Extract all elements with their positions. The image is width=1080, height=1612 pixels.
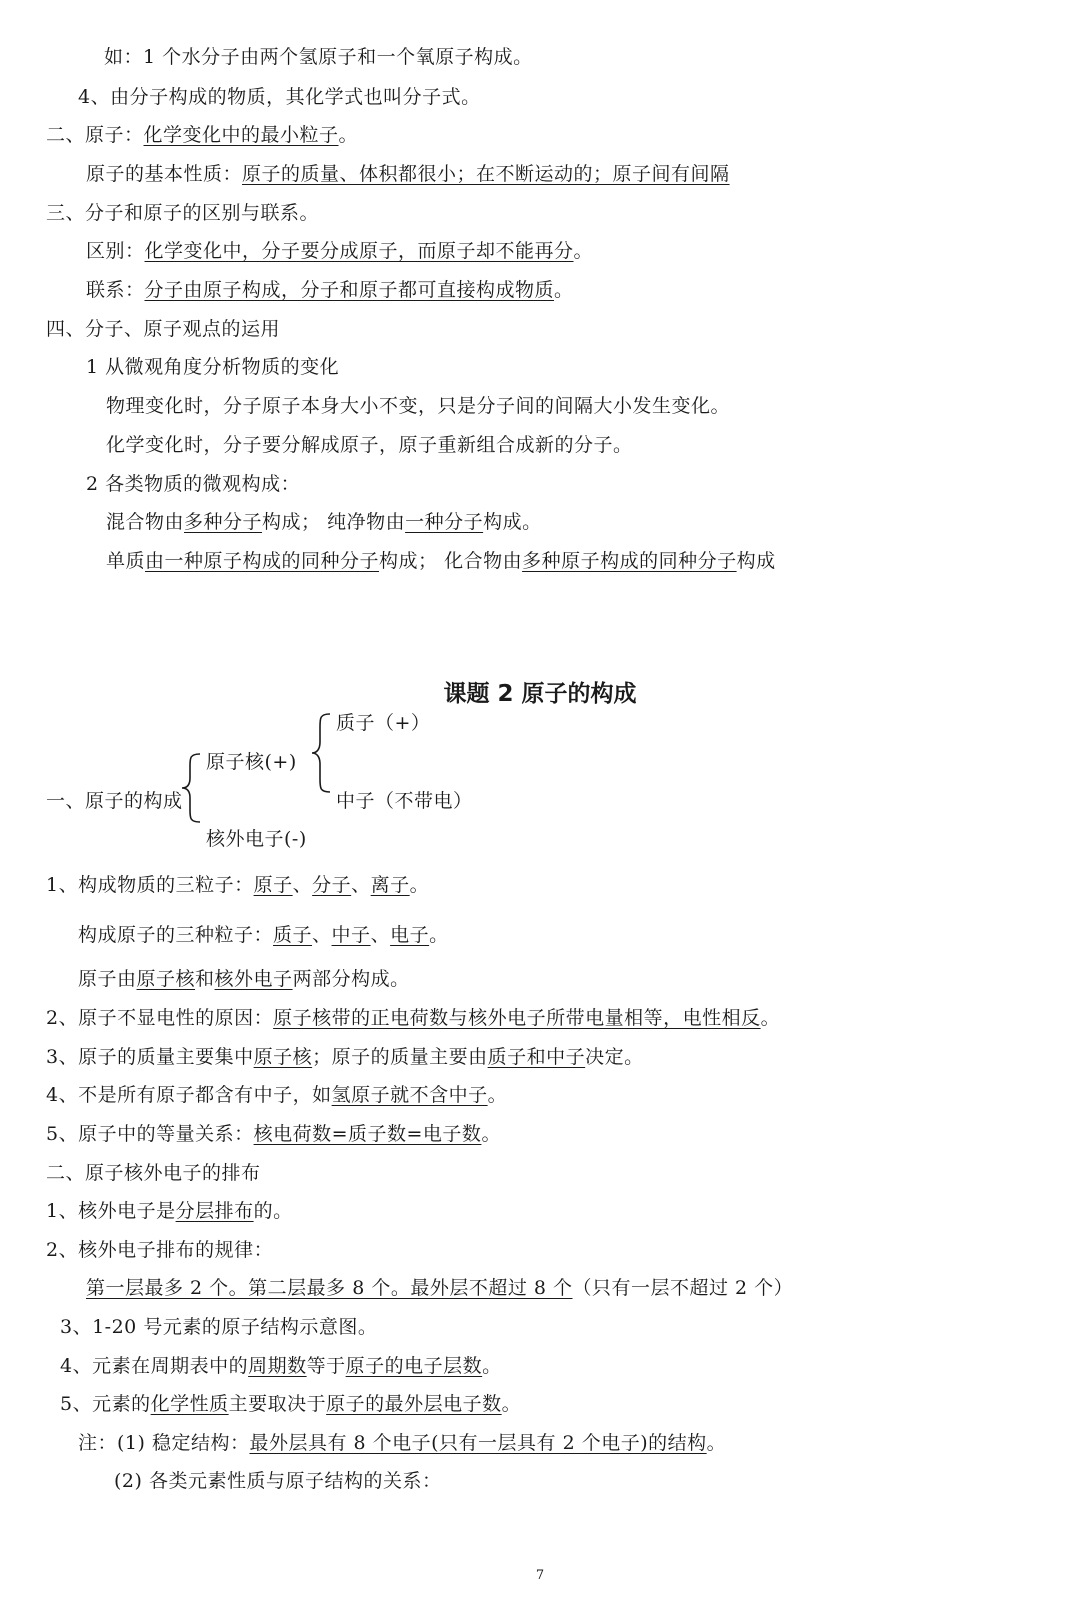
note-line [46,872,429,898]
line-text: 1 从微观角度分析物质的变化 [86,356,340,378]
note-line [114,1468,441,1494]
line-text: 决定。 [585,1046,644,1068]
line-text: 构成原子的三种粒子： [78,924,274,946]
note-line [46,1082,507,1108]
line-text: 2、原子不显电性的原因： [46,1007,274,1029]
underlined-answer: 电子 [390,924,430,946]
underlined-answer: 一种分子 [405,511,484,533]
note-line [86,238,593,264]
note-line [86,354,339,380]
underlined-answer: 原子的质量、体积都很小；在不断运动的；原子间有间隔 [242,163,730,185]
line-text: 两部分构成。 [292,968,410,990]
line-text: 二、原子核外电子的排布 [46,1162,261,1184]
line-text: 、 [292,874,313,896]
note-line [78,966,410,992]
line-text: 4、元素在周期表中的 [60,1355,249,1377]
page-number: 7 [535,1568,545,1583]
line-text: 。 [487,1084,508,1106]
underlined-answer: 原子核 [136,968,196,990]
underlined-answer: 质子和中子 [487,1046,586,1068]
note-line [60,1391,521,1417]
outer-brace [180,752,204,824]
line-text: 区别： [86,240,145,262]
line-text: 2 各类物质的微观构成： [86,473,301,495]
note-line [46,200,319,226]
note-line [46,1121,501,1147]
line-text: 注：(1) 稳定结构： [78,1432,250,1454]
line-text: 4、由分子构成的物质，其化学式也叫分子式。 [78,86,481,108]
line-text: 、 [370,924,391,946]
underlined-answer: 最外层具有 8 个电子(只有一层具有 2 个电子)的结构 [249,1432,707,1454]
line-text: 主要取决于 [228,1393,327,1415]
underlined-answer: 原子核带的正电荷数与核外电子所带电量相等，电性相反 [273,1007,761,1029]
diagram-nucleus-label: 原子核(+) [206,751,297,773]
note-line [46,1044,644,1070]
underlined-answer: 多种分子 [184,511,263,533]
note-line [86,277,574,303]
note-line [106,393,730,419]
note-line [106,509,542,535]
underlined-answer: 分层排布 [175,1200,254,1222]
line-text: 原子由 [78,968,137,990]
note-line [104,44,533,70]
line-text: 联系： [86,279,145,301]
underlined-answer: 原子核 [253,1046,313,1068]
line-text: 的。 [253,1200,293,1222]
underlined-answer: 质子 [273,924,313,946]
underlined-answer: 分子由原子构成，分子和原子都可直接构成物质 [144,279,555,301]
underlined-answer: 原子的最外层电子数 [326,1393,502,1415]
note-line [86,161,730,187]
line-text: 物理变化时，分子原子本身大小不变，只是分子间的间隔大小发生变化。 [106,395,731,417]
line-text: 构成 [736,550,776,572]
line-text: 、 [351,874,371,896]
line-text: 混合物由 [106,511,185,533]
note-line [46,1005,780,1031]
underlined-answer: 中子 [331,924,371,946]
underlined-answer: 原子 [253,874,293,896]
line-text: 原子的基本性质： [86,163,243,185]
line-text: （只有一层不超过 2 个） [572,1277,794,1299]
line-text: 。 [501,1393,522,1415]
line-text: 3、原子的质量主要集中 [46,1046,254,1068]
line-text: 3、1-20 号元素的原子结构示意图。 [60,1316,378,1338]
line-text: 构成。 [483,511,542,533]
line-text: 和 [195,968,215,990]
line-text: 1、核外电子是 [46,1200,176,1222]
line-text: 构成； 纯净物由 [262,511,406,533]
line-text: 等于 [306,1355,346,1377]
note-line [46,1237,273,1263]
note-line [78,922,449,948]
line-text: ；原子的质量主要由 [312,1046,488,1068]
line-text: 。 [554,279,574,301]
underlined-answer: 氢原子就不含中子 [331,1084,488,1106]
note-line [86,1275,793,1301]
underlined-answer: 由一种原子构成的同种分子 [145,550,380,572]
line-text: 如：1 个水分子由两个氢原子和一个氧原子构成。 [104,46,533,68]
underlined-answer: 周期数 [248,1355,307,1377]
note-line [78,1430,726,1456]
underlined-answer: 化学性质 [150,1393,229,1415]
line-text: 。 [481,1123,501,1145]
note-line [46,1198,293,1224]
underlined-answer: 多种原子构成的同种分子 [522,550,737,572]
section-title: 课题 2 原子的构成 [443,681,637,707]
line-text: 5、原子中的等量关系： [46,1123,254,1145]
line-text: 、 [312,924,332,946]
note-line [46,122,358,148]
line-text: 2、核外电子排布的规律： [46,1239,274,1261]
line-text: 构成； 化合物由 [379,550,523,572]
note-line [60,1353,502,1379]
inner-brace [310,712,334,794]
line-text: 。 [760,1007,781,1029]
note-line [46,316,280,342]
underlined-answer: 核电荷数=质子数=电子数 [253,1123,482,1145]
line-text: 四、分子、原子观点的运用 [46,318,281,340]
note-line [60,1314,377,1340]
line-text: 1、构成物质的三粒子： [46,874,254,896]
line-text: (2) 各类元素性质与原子结构的关系： [114,1470,442,1492]
line-text: 化学变化时，分子要分解成原子，原子重新组合成新的分子。 [106,434,633,456]
note-line [78,84,481,110]
underlined-answer: 分子 [312,874,352,896]
note-line [106,432,633,458]
underlined-answer: 核外电子 [214,968,293,990]
line-text: 。 [706,1432,727,1454]
line-text: 5、元素的 [60,1393,151,1415]
note-line [106,548,776,574]
line-text: 。 [338,124,359,146]
underlined-answer: 第一层最多 2 个。第二层最多 8 个。最外层不超过 8 个 [86,1277,573,1299]
diagram-electrons-label: 核外电子(-) [206,828,307,850]
diagram-neutron-label: 中子（不带电） [336,790,473,812]
line-text: 。 [482,1355,502,1377]
line-text: 4、不是所有原子都含有中子，如 [46,1084,332,1106]
diagram-root-label: 一、原子的构成 [46,790,183,812]
underlined-answer: 原子的电子层数 [345,1355,483,1377]
line-text: 单质 [106,550,146,572]
note-line [46,1160,261,1186]
line-text: 。 [429,924,449,946]
line-text: 二、原子： [46,124,144,146]
line-text: 。 [573,240,594,262]
note-line [86,471,300,497]
underlined-answer: 化学变化中的最小粒子 [143,124,339,146]
line-text: 三、分子和原子的区别与联系。 [46,202,320,224]
underlined-answer: 化学变化中，分子要分成原子，而原子却不能再分 [144,240,574,262]
diagram-proton-label: 质子（+） [336,712,431,734]
underlined-answer: 离子 [370,874,410,896]
line-text: 。 [409,874,430,896]
